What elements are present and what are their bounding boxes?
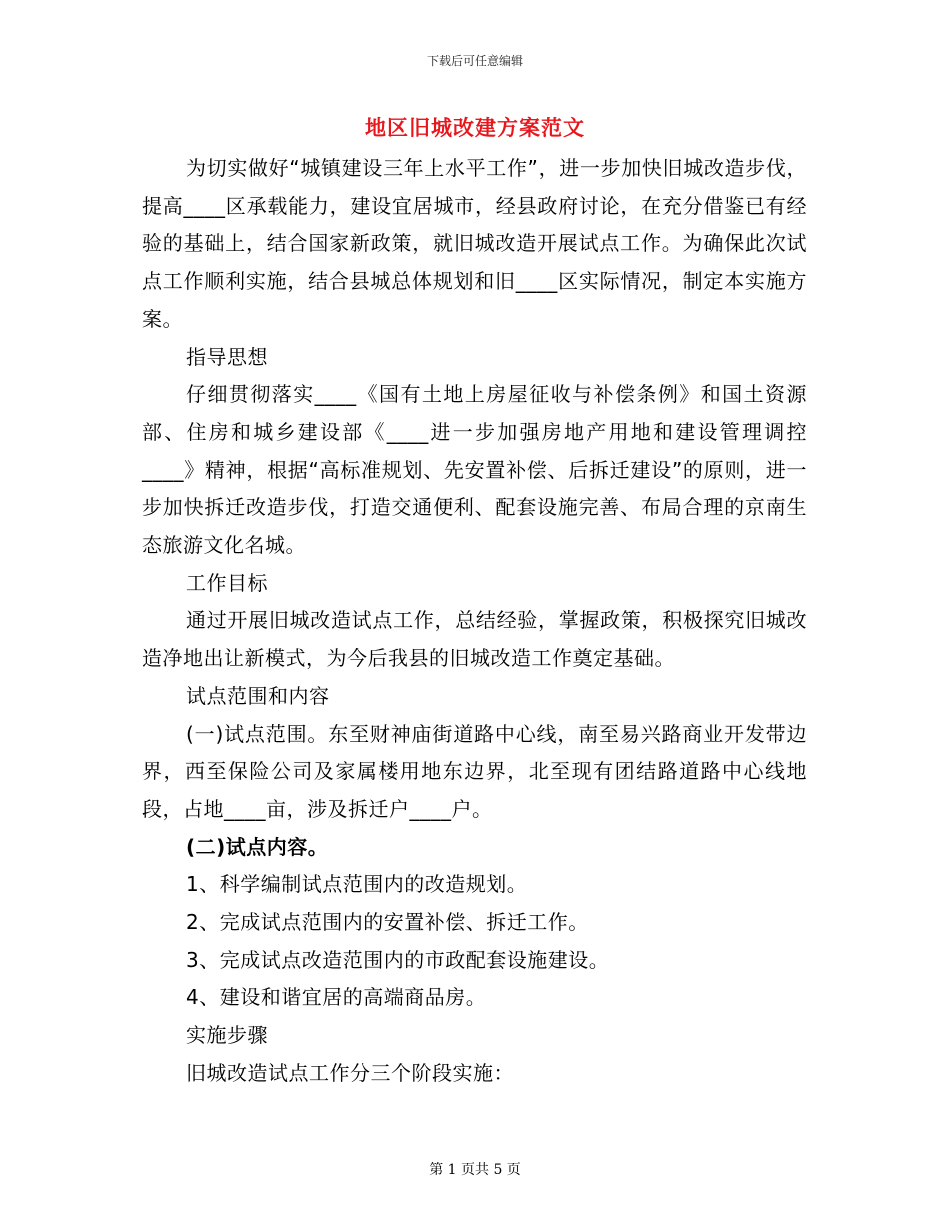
pilot-content-heading: (二)试点内容。 (186, 834, 329, 859)
list-item: 1、科学编制试点范围内的改造规划。 (186, 872, 528, 897)
guiding-ideology-paragraph: 仔细贯彻落实____《国有土地上房屋征收与补偿条例》和国土资源部、住房和城乡建设部《____进一步加强房地产用地和建设管理调控____》精神，根据“高标准规划、先安置补偿、后拆迁建设”的原则，进一步加快拆迁改造步伐，打造交通便利、配套设施完善、布局合理的京南生态旅游文化名城。 (142, 382, 807, 558)
page-header-note: 下载后可任意编辑 (426, 54, 523, 68)
section-heading-work-goals: 工作目标 (186, 570, 268, 595)
page-number: 第 1 页共 5 页 (429, 1162, 521, 1178)
intro-paragraph: 为切实做好“城镇建设三年上水平工作”，进一步加快旧城改造步伐，提高____区承载能力，建设宜居城市，经县政府讨论，在充分借鉴已有经验的基础上，结合国家新政策，就旧城改造开展试点工作。为确保此次试点工作顺利实施，结合县城总体规划和旧____区实际情况，制定本实施方案。 (142, 156, 807, 331)
list-item: 4、建设和谐宜居的高端商品房。 (186, 985, 487, 1010)
implementation-steps-paragraph: 旧城改造试点工作分三个阶段实施： (186, 1060, 514, 1085)
document-title: 地区旧城改建方案范文 (365, 116, 585, 140)
work-goals-paragraph: 通过开展旧城改造试点工作，总结经验，掌握政策，积极探究旧城改造净地出让新模式，为今后我县的旧城改造工作奠定基础。 (142, 608, 807, 671)
section-heading-pilot-scope: 试点范围和内容 (186, 683, 330, 708)
list-item: 2、完成试点范围内的安置补偿、拆迁工作。 (186, 910, 589, 935)
section-heading-guiding-ideology: 指导思想 (186, 344, 268, 369)
section-heading-implementation-steps: 实施步骤 (186, 1023, 268, 1048)
pilot-scope-paragraph: (一)试点范围。东至财神庙街道路中心线，南至易兴路商业开发带边界，西至保险公司及家属楼用地东边界，北至现有团结路道路中心线地段，占地____亩，涉及拆迁户____户。 (142, 721, 807, 821)
document-body (142, 150, 807, 1093)
list-item: 3、完成试点改造范围内的市政配套设施建设。 (186, 947, 610, 972)
